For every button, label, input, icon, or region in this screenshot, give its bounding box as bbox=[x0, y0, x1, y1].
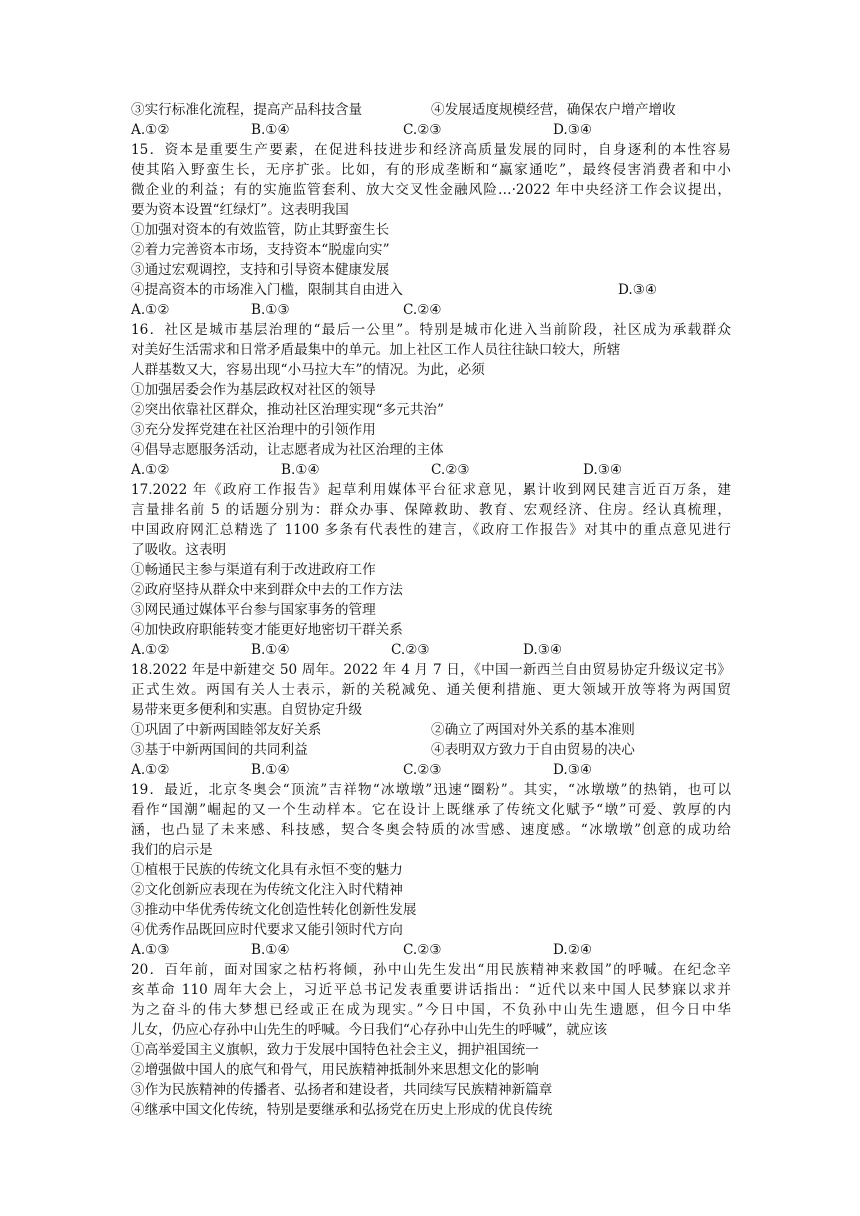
q16-option-d: D.③④ bbox=[583, 462, 623, 478]
q14-option-b: B.①④ bbox=[251, 122, 290, 138]
q16-choice-4: ④倡导志愿服务活动，让志愿者成为社区治理的主体 bbox=[131, 442, 444, 458]
q17-choice-3: ③网民通过媒体平台参与国家事务的管理 bbox=[131, 602, 376, 618]
q15-choice-2: ②着力完善资本市场，支持资本“脱虚向实” bbox=[131, 242, 390, 258]
q16-stem-line: 16．社区是城市基层治理的“最后一公里”。特别是城市化进入当前阶段，社区成为承载群众 bbox=[131, 322, 731, 338]
q17-stem-line: 言量排名前 5 的话题分别为：群众办事、保障救助、教育、宏观经济、住房。经认真梳理， bbox=[131, 502, 731, 518]
q20-stem-line: 20．百年前，面对国家之枯朽将倾，孙中山先生发出“用民族精神来救国”的呼喊。在纪念辛 bbox=[131, 962, 731, 978]
q14-choice-row bbox=[131, 100, 731, 120]
q20-choice-1: ①高举爱国主义旗帜，致力于发展中国特色社会主义，拥护祖国统一 bbox=[131, 1042, 539, 1058]
q17-option-a: A.①② bbox=[131, 642, 170, 658]
q16-option-c: C.②③ bbox=[431, 462, 470, 478]
q16-choice-1: ①加强居委会作为基层政权对社区的领导 bbox=[131, 382, 376, 398]
q20-stem-line: 亥革命 110 周年大会上，习近平总书记发表重要讲话指出：“近代以来中国人民梦寐以求并 bbox=[131, 982, 731, 998]
q16-options bbox=[131, 460, 731, 480]
q15-stem-line: 15．资本是重要生产要素，在促进科技进步和经济高质量发展的同时，自身逐利的本性容易 bbox=[131, 142, 731, 158]
q18-options bbox=[131, 760, 731, 780]
q19-option-c: C.②③ bbox=[403, 942, 442, 958]
q15-choice-1: ①加强对资本的有效监管，防止其野蛮生长 bbox=[131, 222, 390, 238]
q20-choice-3: ③作为民族精神的传播者、弘扬者和建设者，共同续写民族精神新篇章 bbox=[131, 1082, 553, 1098]
q18-stem-line: 18.2022 年是中新建交 50 周年。2022 年 4 月 7 日，《中国一新西兰自由贸易协定升级议定书》 bbox=[131, 662, 731, 678]
q17-option-b: B.①④ bbox=[251, 642, 290, 658]
q15-option-c: C.②④ bbox=[403, 302, 442, 318]
q18-stem-line: 正式生效。两国有关人士表示，新的关税减免、通关便利措施、更大领域开放等将为两国贸 bbox=[131, 682, 731, 698]
q18-option-a: A.①② bbox=[131, 762, 170, 778]
q18-stem-line: 易带来更多便利和实惠。自贸协定升级 bbox=[131, 702, 363, 718]
q15-option-d: D.③④ bbox=[618, 282, 658, 298]
q19-stem-line: 看作“国潮”崛起的又一个生动样本。它在设计上既继承了传统文化赋予“墩”可爱、敦厚的内 bbox=[131, 802, 731, 818]
q16-option-b: B.①④ bbox=[281, 462, 320, 478]
q19-option-b: B.①④ bbox=[251, 942, 290, 958]
q19-stem-line: 我们的启示是 bbox=[131, 842, 213, 858]
q19-options bbox=[131, 940, 731, 960]
q15-options bbox=[131, 300, 731, 320]
q18-option-c: C.②③ bbox=[403, 762, 442, 778]
q17-options bbox=[131, 640, 731, 660]
q19-choice-4: ④优秀作品既回应时代要求又能引领时代方向 bbox=[131, 922, 403, 938]
q19-choice-3: ③推动中华优秀传统文化创造性转化创新性发展 bbox=[131, 902, 417, 918]
q18-choice-row bbox=[131, 740, 731, 760]
q20-choice-4: ④继承中国文化传统，特别是要继承和弘扬党在历史上形成的优良传统 bbox=[131, 1102, 553, 1118]
q17-stem-line: 中国政府网汇总精选了 1100 多条有代表性的建言，《政府工作报告》对其中的重点意见进行 bbox=[131, 522, 731, 538]
q15-stem-line: 使其陷入野蛮生长，无序扩张。比如，有的形成垄断和“赢家通吃”，最终侵害消费者和中小 bbox=[131, 162, 731, 178]
q16-choice-2: ②突出依靠社区群众，推动社区治理实现“多元共治” bbox=[131, 402, 444, 418]
q19-option-d: D.②④ bbox=[553, 942, 593, 958]
q20-choice-2: ②增强做中国人的底气和骨气，用民族精神抵制外来思想文化的影响 bbox=[131, 1062, 539, 1078]
q18-choice-3: ③基于中新两国间的共同利益 bbox=[131, 742, 308, 758]
q19-choice-1: ①植根于民族的传统文化具有永恒不变的魅力 bbox=[131, 862, 403, 878]
q17-choice-2: ②政府坚持从群众中来到群众中去的工作方法 bbox=[131, 582, 403, 598]
q16-stem-line: 人群基数又大，容易出现“小马拉大车”的情况。为此，必须 bbox=[131, 362, 485, 378]
q18-option-b: B.①④ bbox=[251, 762, 290, 778]
q14-option-c: C.②③ bbox=[403, 122, 442, 138]
q17-stem-line: 17.2022 年《政府工作报告》起草利用媒体平台征求意见，累计收到网民建言近百万条，建 bbox=[131, 482, 731, 498]
exam-page bbox=[131, 100, 731, 1120]
q19-choice-2: ②文化创新应表现在为传统文化注入时代精神 bbox=[131, 882, 403, 898]
q19-stem-line: 19．最近，北京冬奥会“顶流”吉祥物“冰墩墩”迅速“圈粉”。其实，“冰墩墩”的热销，也可以 bbox=[131, 782, 731, 798]
q17-option-d: D.③④ bbox=[523, 642, 563, 658]
q18-choice-2: ②确立了两国对外关系的基本准则 bbox=[431, 722, 635, 738]
q17-choice-4: ④加快政府职能转变才能更好地密切干群关系 bbox=[131, 622, 403, 638]
q18-choice-1: ①巩固了中新两国睦邻友好关系 bbox=[131, 722, 322, 738]
q14-choice-3: ③实行标准化流程，提高产品科技含量 bbox=[131, 102, 363, 118]
q20-stem-line: 为之奋斗的伟大梦想已经或正在成为现实。”今日中国，不负孙中山先生遗愿，但今日中华 bbox=[131, 1002, 731, 1018]
q16-stem-line: 对美好生活需求和日常矛盾最集中的单元。加上社区工作人员往往缺口较大，所辖 bbox=[131, 342, 621, 358]
q14-option-a: A.①② bbox=[131, 122, 170, 138]
q15-stem-line: 微企业的利益；有的实施监管套利、放大交叉性金融风险…·2022 年中央经济工作会议提出， bbox=[131, 182, 731, 198]
q15-stem-line: 要为资本设置“红绿灯”。这表明我国 bbox=[131, 202, 349, 218]
q15-choice-3: ③通过宏观调控，支持和引导资本健康发展 bbox=[131, 262, 390, 278]
q15-choice-row bbox=[131, 280, 731, 300]
q19-stem-line: 涵，也凸显了未来感、科技感，契合冬奥会特质的冰雪感、速度感。“冰墩墩”创意的成功给 bbox=[131, 822, 731, 838]
q16-choice-3: ③充分发挥党建在社区治理中的引领作用 bbox=[131, 422, 376, 438]
q17-stem-line: 了吸收。这表明 bbox=[131, 542, 227, 558]
q19-option-a: A.①③ bbox=[131, 942, 170, 958]
q18-choice-row bbox=[131, 720, 731, 740]
q15-option-b: B.①③ bbox=[251, 302, 290, 318]
q15-option-a: A.①② bbox=[131, 302, 170, 318]
q15-choice-4: ④提高资本的市场准入门槛，限制其自由进入 bbox=[131, 282, 403, 298]
q16-option-a: A.①② bbox=[131, 462, 170, 478]
q18-choice-4: ④表明双方致力于自由贸易的决心 bbox=[431, 742, 635, 758]
q14-options bbox=[131, 120, 731, 140]
q14-choice-4: ④发展适度规模经营，确保农户增产增收 bbox=[431, 102, 676, 118]
q18-option-d: D.③④ bbox=[553, 762, 593, 778]
q20-stem-line: 儿女，仍应心存孙中山先生的呼喊。今日我们“心存孙中山先生的呼喊”，就应该 bbox=[131, 1022, 608, 1038]
q17-option-c: C.②③ bbox=[391, 642, 430, 658]
q14-option-d: D.③④ bbox=[553, 122, 593, 138]
q17-choice-1: ①畅通民主参与渠道有利于改进政府工作 bbox=[131, 562, 376, 578]
